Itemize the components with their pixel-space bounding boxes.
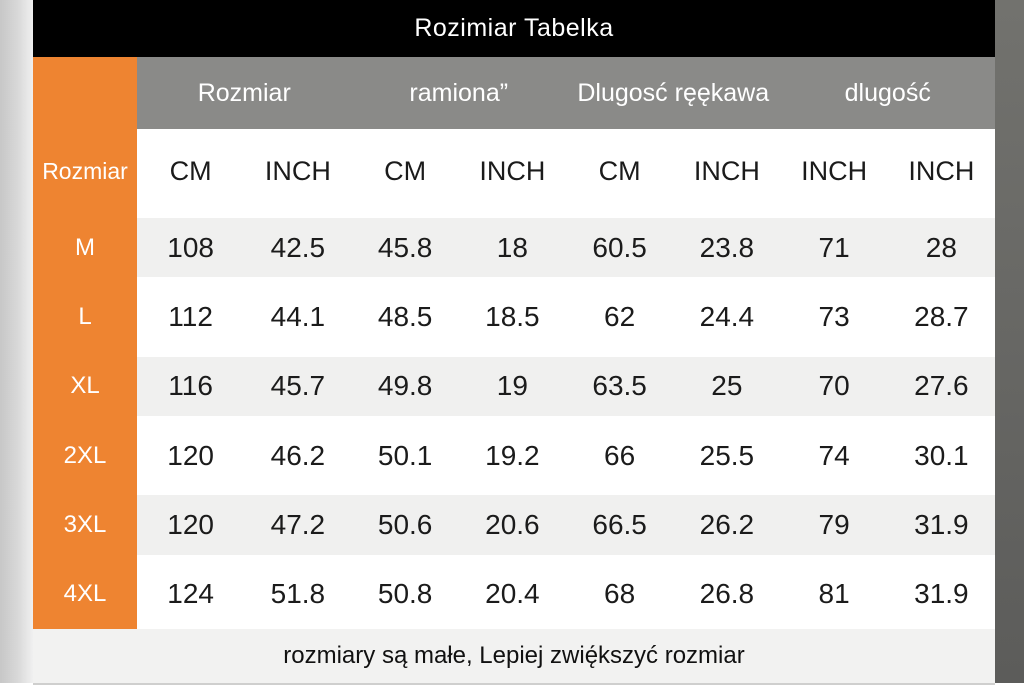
footer-note-bar	[33, 629, 995, 685]
size-column	[33, 57, 137, 629]
data-cell: 18.5	[485, 300, 540, 332]
unit-header: CM	[169, 155, 212, 186]
group-header-rozmiar: Rozmiar	[197, 78, 291, 107]
table-row-2xl	[137, 421, 995, 490]
table-row-m	[137, 213, 995, 282]
data-cell: 46.2	[270, 439, 326, 471]
table-row-l	[137, 282, 995, 351]
table-row-xl	[137, 352, 995, 421]
unit-header-row	[137, 129, 995, 213]
table-body	[33, 57, 995, 629]
group-header-dlugosc: dlugość́	[844, 78, 931, 107]
right-border-strip	[995, 0, 1024, 683]
data-cell: 120	[167, 439, 214, 471]
data-cell: 112	[168, 300, 213, 332]
unit-header: INCH	[479, 155, 546, 186]
footer-note: rozmiary są małe, Lepiej zwię́kszyć rozmiar	[283, 642, 745, 669]
unit-header: CM	[384, 155, 427, 186]
group-header-row	[137, 57, 995, 129]
size-column-header: Rozmiar	[42, 157, 128, 184]
left-border-strip	[0, 0, 33, 683]
data-cell: 25	[711, 370, 743, 402]
size-label-m: M	[75, 233, 95, 261]
data-cell: 120	[167, 508, 214, 540]
data-cell: 26.8	[699, 578, 755, 610]
data-cell: 44.1	[270, 300, 326, 332]
data-cell: 63.5	[592, 370, 647, 402]
data-cell: 74	[818, 439, 850, 471]
data-cell: 66.5	[592, 508, 647, 540]
data-cell: 62	[604, 300, 636, 332]
size-column-spacer	[33, 57, 137, 129]
size-column-rows	[33, 213, 137, 629]
table-row-4xl	[137, 560, 995, 629]
table-row-3xl	[137, 490, 995, 559]
data-cell: 45.7	[270, 370, 326, 402]
data-cell: 79	[818, 508, 850, 540]
table-title: Rozimiar Tabelka	[414, 14, 614, 42]
size-label-4xl: 4XL	[63, 580, 107, 608]
data-cell: 50.8	[377, 578, 433, 610]
data-cell: 73	[818, 300, 850, 332]
data-cell: 23.8	[699, 231, 755, 263]
data-cell: 71	[818, 231, 850, 263]
table-content	[137, 57, 995, 629]
unit-header: CM	[598, 155, 641, 186]
data-cell: 50.1	[377, 439, 433, 471]
data-cell: 108	[167, 231, 214, 263]
unit-header: INCH	[264, 155, 331, 186]
data-cell: 19.2	[485, 439, 540, 471]
group-header-dlugosc-rekawa: Dlugosć ręękawa	[577, 78, 770, 107]
data-cell: 28	[925, 231, 957, 263]
data-cell: 31.9	[914, 508, 969, 540]
data-cell: 27.6	[914, 370, 969, 402]
data-cell: 24.4	[699, 300, 755, 332]
data-cell: 18	[496, 231, 528, 263]
data-cell: 70	[818, 370, 850, 402]
unit-header: INCH	[908, 155, 975, 186]
data-cell: 48.5	[377, 300, 433, 332]
data-rows	[137, 213, 995, 629]
data-cell: 31.9	[914, 578, 969, 610]
data-cell: 20.4	[485, 578, 540, 610]
data-cell: 49.8	[377, 370, 433, 402]
data-cell: 47.2	[270, 508, 326, 540]
data-cell: 66	[604, 439, 636, 471]
table-title-bar	[33, 0, 995, 57]
data-cell: 60.5	[592, 231, 647, 263]
unit-header: INCH	[693, 155, 760, 186]
data-cell: 30.1	[914, 439, 969, 471]
data-cell: 51.8	[270, 578, 326, 610]
data-cell: 68	[604, 578, 636, 610]
size-label-l: L	[78, 302, 92, 330]
size-chart	[33, 0, 995, 683]
size-label-xl: XL	[70, 372, 100, 400]
data-cell: 20.6	[485, 508, 540, 540]
data-cell: 42.5	[270, 231, 326, 263]
data-cell: 124	[167, 578, 214, 610]
data-cell: 45.8	[377, 231, 433, 263]
data-cell: 26.2	[699, 508, 755, 540]
data-cell: 81	[818, 578, 850, 610]
group-header-ramiona: ramiona”	[409, 78, 509, 107]
size-label-2xl: 2XL	[63, 441, 107, 469]
data-cell: 25.5	[699, 439, 755, 471]
unit-header: INCH	[801, 155, 868, 186]
data-cell: 28.7	[914, 300, 969, 332]
data-cell: 116	[168, 370, 213, 402]
data-cell: 19	[496, 370, 528, 402]
size-label-3xl: 3XL	[63, 510, 107, 538]
data-cell: 50.6	[377, 508, 433, 540]
